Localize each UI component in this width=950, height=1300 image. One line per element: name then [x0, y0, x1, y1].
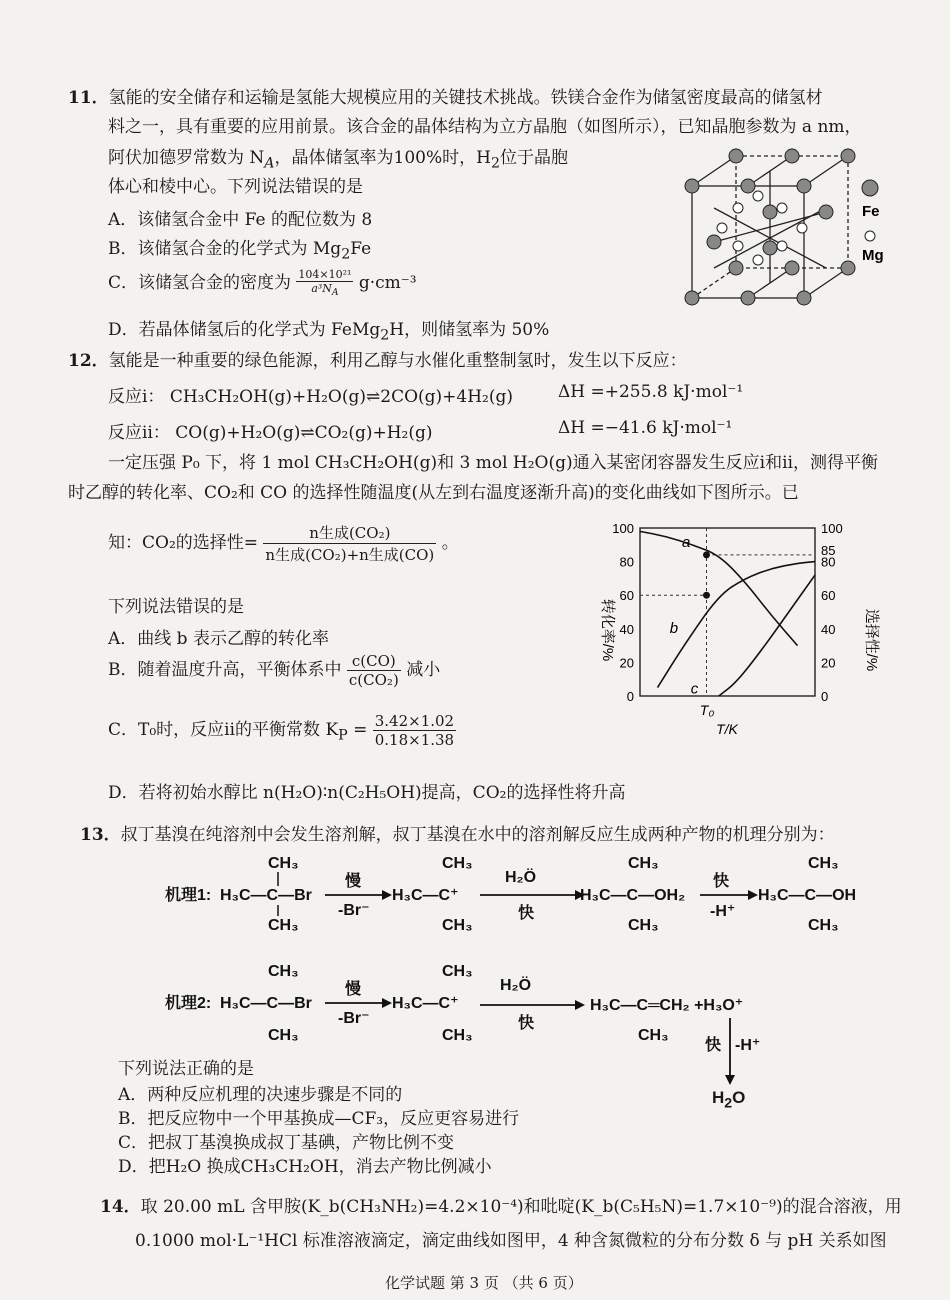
q11-option-a: A．该储氢合金中 Fe 的配位数为 8 [108, 210, 373, 230]
q12-option-c: C．T₀时，反应ⅱ的平衡常数 $K_P$ = $\frac{3.42\times 1.02}{0.18\times 1.38}$ [108, 712, 455, 749]
svg-text:CH₃: CH₃ [808, 917, 839, 934]
q12-reaction-1: 反应ⅰ： CH₃CH₂OH(g)+H₂O(g)⇌2CO(g)+4H₂(g) [108, 387, 514, 407]
svg-text:CH₃: CH₃ [442, 963, 473, 980]
right-tick-label: 100 [821, 521, 843, 536]
q11-option-b: B．该储氢合金的化学式为 $Mg_2Fe$ [108, 239, 372, 263]
q11-number: 11． [68, 88, 109, 108]
water-product: $H_2O$ [712, 1088, 746, 1112]
left-tick-label: 100 [612, 521, 634, 536]
q14-line2: 0.1000 mol·L⁻¹HCl 标准溶液滴定，滴定曲线如图甲，4 种含氮微粒的分布分数 δ 与 pH 关系如图 [135, 1231, 887, 1251]
fast-step-label-4: 快 [705, 1037, 722, 1054]
mechanism-2-label: 机理2: [165, 995, 212, 1012]
svg-text:CH₃: CH₃ [268, 963, 299, 980]
q12-reaction-2: 反应ⅱ： CO(g)+H₂O(g)⇌CO₂(g)+H₂(g) [108, 423, 433, 443]
q13-line1: 13．叔丁基溴在纯溶剂中会发生溶剂解，叔丁基溴在水中的溶剂解反应生成两种产物的机理分别为： [80, 825, 835, 845]
curve-c [719, 575, 815, 696]
minus-br-label-2: -Br⁻ [338, 1010, 370, 1027]
mechanism-1-label: 机理1: [165, 887, 212, 904]
q13-option-b: B．把反应物中一个甲基换成—CF₃，反应更容易进行 [118, 1109, 520, 1129]
q11-line2: 料之一，具有重要的应用前景。该合金的晶体结构为立方晶胞（如图所示），已知晶胞参数为 a nm， [108, 117, 862, 137]
slow-step-label-2: 慢 [345, 981, 362, 998]
right-tick-label: 20 [821, 655, 836, 671]
intersection-point [703, 592, 710, 599]
svg-text:H₃C—C—Br: H₃C—C—Br [220, 887, 312, 904]
svg-text:H₃C—C⁺: H₃C—C⁺ [392, 887, 459, 904]
q12-line1: 12．氢能是一种重要的绿色能源，利用乙醇与水催化重整制氢时，发生以下反应： [68, 351, 687, 371]
crystal-cell-diagram [678, 148, 938, 318]
curve-b [658, 562, 816, 688]
x-axis-label: T/K [716, 721, 738, 737]
svg-text:CH₃: CH₃ [442, 855, 473, 872]
selectivity-chart [585, 520, 885, 745]
svg-text:H₃C—C—OH: H₃C—C—OH [758, 887, 857, 904]
fe-legend-label: Fe [862, 203, 880, 220]
left-tick-label: 0 [626, 689, 634, 704]
left-axis-label: 转化率/% [599, 598, 616, 662]
fast-step-label-2: 快 [713, 873, 730, 890]
q12-line3: 时乙醇的转化率、CO₂和 CO 的选择性随温度(从左到右温度逐渐升高)的变化曲线如下图所示。已 [68, 483, 799, 503]
slow-step-label-1: 慢 [345, 873, 362, 890]
q12-known: 知：CO₂的选择性= $\frac{\text{n生成(CO₂)}}{\text{n生成(CO₂)+n生成(CO)}}$ 。 [108, 524, 459, 564]
right-tick-label: 0 [821, 689, 829, 704]
svg-text:CH₃: CH₃ [268, 855, 299, 872]
q12-reaction-1-dh: ΔH =+255.8 kJ·mol⁻¹ [558, 382, 744, 402]
water-label-1: H₂Ö [505, 869, 537, 886]
q12-reaction-2-dh: ΔH =−41.6 kJ·mol⁻¹ [558, 418, 733, 438]
svg-text:H₃C—C═CH₂ +H₃O⁺: H₃C—C═CH₂ +H₃O⁺ [590, 997, 744, 1014]
fast-step-label-3: 快 [518, 1015, 535, 1032]
right-tick-85: 85 [821, 543, 836, 559]
left-tick-label: 40 [619, 621, 634, 637]
q11-line1: 11．氢能的安全储存和运输是氢能大规模应用的关键技术挑战。铁镁合金作为储氢密度最高的储氢材 [68, 88, 823, 108]
q13-number: 13． [80, 825, 121, 845]
svg-text:CH₃: CH₃ [628, 917, 659, 934]
svg-text:CH₃: CH₃ [442, 917, 473, 934]
mg-legend-label: Mg [862, 247, 884, 264]
q12-number: 12． [68, 351, 109, 371]
right-tick-label: 40 [821, 621, 836, 637]
q11-option-c: C．该储氢合金的密度为 $\frac{\text{104×10²¹}}{a^3N_A}$ g·cm⁻³ [108, 268, 417, 299]
q11-option-d: D．若晶体储氢后的化学式为 FeMg$_2$H，则储氢率为 50% [108, 320, 550, 344]
intersection-point [703, 551, 710, 558]
q12-stem: 下列说法错误的是 [108, 597, 244, 617]
svg-text:H₃C—C—OH₂: H₃C—C—OH₂ [580, 887, 686, 904]
left-tick-label: 80 [619, 554, 634, 570]
down-arrow-icon [722, 1055, 742, 1087]
q12-line2: 一定压强 P₀ 下，将 1 mol CH₃CH₂OH(g)和 3 mol H₂O(g)通入某密闭容器发生反应ⅰ和ⅱ，测得平衡 [108, 453, 878, 473]
q11-stem: 体心和棱中心。下列说法错误的是 [108, 177, 363, 197]
q13-option-d: D．把H₂O 换成CH₃CH₂OH，消去产物比例减小 [118, 1157, 492, 1177]
svg-text:H₃C—C⁺: H₃C—C⁺ [392, 995, 459, 1012]
svg-text:CH₃: CH₃ [628, 855, 659, 872]
right-axis-label: 选择性/% [863, 608, 880, 672]
x-tick-t0: T₀ [699, 702, 715, 718]
fast-step-label-1: 快 [518, 905, 535, 922]
left-tick-label: 60 [619, 588, 634, 604]
svg-text:CH₃: CH₃ [638, 1027, 669, 1044]
q14-number: 14． [100, 1197, 141, 1217]
q13-option-c: C．把叔丁基溴换成叔丁基碘，产物比例不变 [118, 1133, 455, 1153]
minus-h-label-1: -H⁺ [710, 903, 736, 920]
svg-text:CH₃: CH₃ [268, 1027, 299, 1044]
q11-line3: 阿伏加德罗常数为 $N_A$，晶体储氢率为100%时，$H_2$位于晶胞 [108, 148, 568, 172]
curve-label-a: a [682, 534, 691, 552]
right-tick-label: 60 [821, 588, 836, 604]
q13-option-a: A．两种反应机理的决速步骤是不同的 [118, 1085, 403, 1105]
curve-label-c: c [690, 680, 699, 698]
left-tick-label: 20 [619, 655, 634, 671]
svg-text:CH₃: CH₃ [268, 917, 299, 934]
q13-stem: 下列说法正确的是 [118, 1059, 254, 1079]
minus-h-label-2: -H⁺ [735, 1037, 761, 1054]
q12-option-d: D．若将初始水醇比 n(H₂O)∶n(C₂H₅OH)提高，CO₂的选择性将升高 [108, 783, 626, 803]
q14-line1: 14．取 20.00 mL 含甲胺(K_b(CH₃NH₂)=4.2×10⁻⁴)和吡啶(K_b(C₅H₅N)=1.7×10⁻⁹)的混合溶液，用 [100, 1197, 902, 1217]
curve-a [640, 531, 798, 645]
right-tick-label: 80 [821, 554, 836, 570]
svg-text:H₃C—C—Br: H₃C—C—Br [220, 995, 312, 1012]
svg-text:CH₃: CH₃ [442, 1027, 473, 1044]
page-footer: 化学试题 第 3 页 （共 6 页） [385, 1274, 583, 1292]
mg-legend-icon [865, 231, 875, 241]
q12-option-b: B．随着温度升高，平衡体系中 $\frac{c(CO)}{\text{c(CO₂)}}$ 减小 [108, 652, 441, 689]
water-label-2: H₂Ö [500, 977, 532, 994]
curve-label-b: b [669, 619, 679, 637]
svg-text:CH₃: CH₃ [808, 855, 839, 872]
fe-legend-icon [862, 180, 878, 196]
minus-br-label-1: -Br⁻ [338, 902, 370, 919]
q12-option-a: A．曲线 b 表示乙醇的转化率 [108, 629, 329, 649]
mechanism-diagram [160, 850, 880, 1060]
